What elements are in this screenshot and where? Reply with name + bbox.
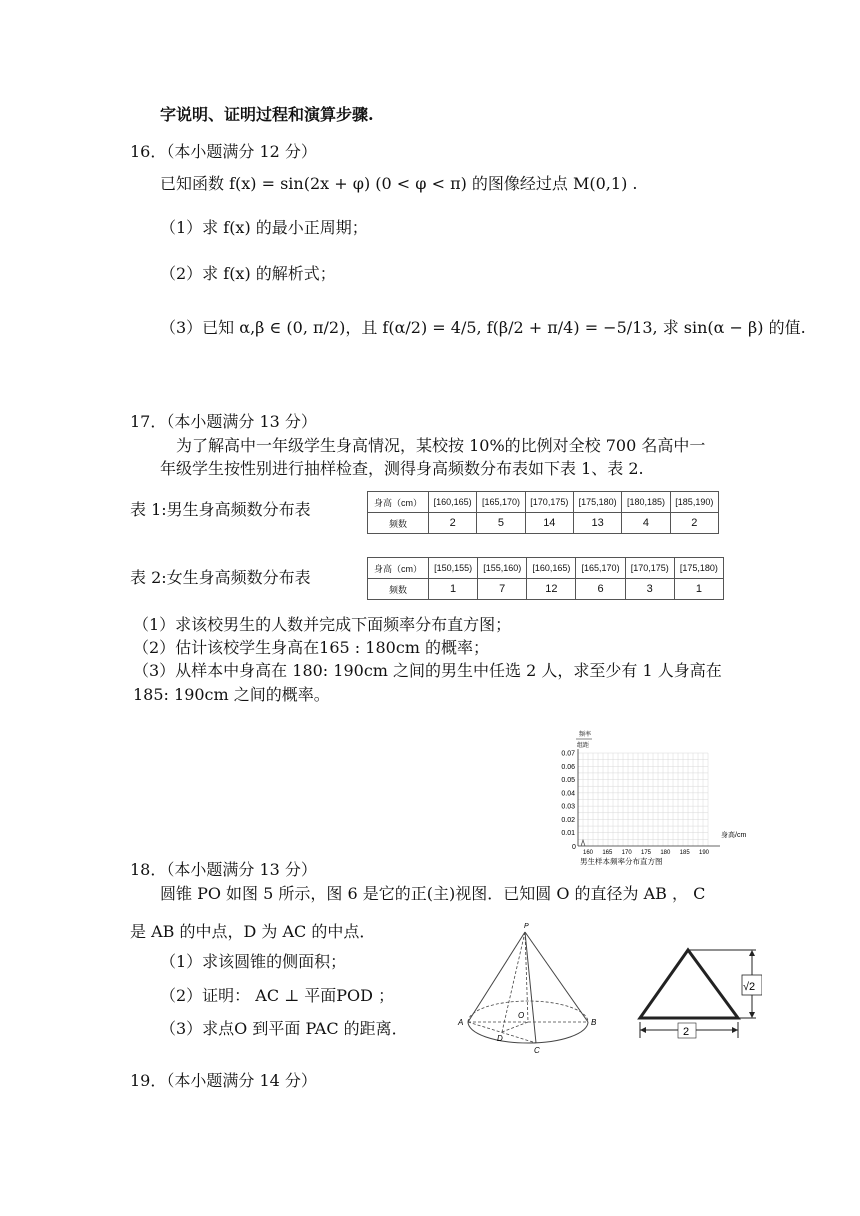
q17-header: 17．（本小题满分 13 分） [130,412,317,431]
chart-y-tick-label: 0.07 [561,750,575,758]
table1-header-row [368,492,719,513]
front-view-base-arrow-left [640,1027,646,1033]
front-view-height-label: √2 [743,981,756,993]
chart-ylabel-top: 频率 [579,732,592,738]
table2-header-label: 身高（cm） [368,558,429,579]
table1-range: [180,185) [622,492,670,513]
q16-stem: 已知函数 f(x) = sin(2x + φ) (0 < φ < π) 的图像经过点 M(0,1) . [160,174,638,193]
table1-range: [175,180) [573,492,621,513]
front-view-height-arrow-top [749,950,755,956]
cone-label-c: C [534,1046,540,1055]
table2-caption: 表 2:女生身高频数分布表 [130,568,311,587]
q18-part1: （1）求该圆锥的侧面积； [160,952,347,971]
table1-range: [160,165) [429,492,477,513]
table1-count: 2 [429,513,477,534]
table1 [367,491,719,534]
q17-part1: （1）求该校男生的人数并完成下面频率分布直方图； [133,615,512,634]
chart-x-tick-label: 160 [582,850,594,856]
front-view-height-arrow-bottom [749,1012,755,1018]
q17-part3-line2: 185: 190cm 之间的概率。 [133,685,330,704]
q18-part3: （3）求点O 到平面 PAC 的距离． [160,1019,408,1038]
table1-range: [185,190) [670,492,718,513]
table2-count: 12 [527,579,576,600]
q16-header: 16．（本小题满分 12 分） [130,142,317,161]
table2-range: [170,175) [625,558,674,579]
table2-count: 3 [625,579,674,600]
front-view-base-arrow-right [732,1027,738,1033]
front-view-figure [632,944,762,1044]
table1-count: 14 [525,513,573,534]
table2-row-label: 频数 [368,579,429,600]
table2-range: [160,165) [527,558,576,579]
chart-x-ticks [583,850,710,856]
table2-range: [175,180) [674,558,723,579]
table2-header-row [368,558,724,579]
chart-ylabel-bottom: 组距 [577,743,590,749]
q17-stem-line2: 年级学生按性别进行抽样检查，测得身高频数分布表如下表 1、表 2. [160,459,644,478]
table2-count: 1 [674,579,723,600]
chart-y-tick-label: 0.04 [561,790,575,798]
cone-label-a: A [458,1018,464,1027]
chart-x-tick-label: 185 [679,850,690,856]
table1-header-label: 身高（cm） [368,492,429,513]
cone-edge-pa [468,932,525,1022]
table2-count: 7 [478,579,527,600]
chart-x-tick-label: 170 [621,850,632,856]
q18-header: 18．（本小题满分 13 分） [130,860,317,879]
q18-part2: （2）证明： AC ⊥ 平面POD ； [160,986,395,1005]
table1-count: 13 [573,513,621,534]
chart-axes [578,749,720,846]
q16-part1: （1）求 f(x) 的最小正周期； [160,218,368,237]
chart-y-tick-label: 0.06 [561,763,575,771]
table2 [367,557,724,600]
histogram-chart [540,728,760,873]
chart-y-ticks [561,751,575,838]
cone-edge-pb [525,932,588,1022]
table1-caption: 表 1:男生身高频数分布表 [130,500,311,519]
chart-title: 男生样本频率分布直方图 [580,857,663,866]
cone-segment-od [502,1022,528,1032]
chart-y-tick-label: 0.03 [561,803,575,811]
table2-range: [150,155) [429,558,478,579]
chart-x-tick-label: 165 [602,850,613,856]
q17-stem-line1: 为了解高中一年级学生身高情况，某校按 10%的比例对全校 700 名高中一 [176,436,706,455]
table1-count: 5 [477,513,525,534]
q18-stem-line2: 是 AB 的中点，D 为 AC 的中点． [130,922,376,941]
chart-x-tick-label: 175 [640,850,652,856]
cone-label-o: O [518,1011,525,1020]
chart-y-tick-label: 0.05 [561,777,575,785]
cone-label-b: B [591,1018,597,1027]
table1-count-row [368,513,719,534]
chart-x-tick-label: 190 [698,850,710,856]
table1-count: 2 [670,513,718,534]
front-view-base-label: 2 [683,1026,690,1038]
q17-part3-line1: （3）从样本中身高在 180: 190cm 之间的男生中任选 2 人，求至少有 1 人身高在 [133,661,722,680]
cone-base-front [468,1022,588,1043]
chart-y-tick-label: 0.02 [561,816,575,824]
table1-range: [170,175) [525,492,573,513]
table2-range: [165,170) [576,558,625,579]
cone-figure [452,918,612,1063]
chart-y-tick-label: 0.01 [561,830,575,838]
chart-x-tick-label: 180 [660,850,671,856]
table2-count-row [368,579,724,600]
chart-origin-label: 0 [572,844,576,851]
q17-part2: （2）估计该校学生身高在165 : 180cm 的概率； [133,638,490,657]
chart-xlabel: 身高/cm [721,832,747,839]
q16-part2: （2）求 f(x) 的解析式； [160,264,336,283]
table2-count: 6 [576,579,625,600]
front-view-triangle [640,950,738,1018]
cone-label-d: D [497,1034,503,1043]
q19-header: 19．（本小题满分 14 分） [130,1071,317,1090]
intro-line: 字说明、证明过程和演算步骤. [160,105,374,124]
table1-count: 4 [622,513,670,534]
q16-part3: （3）已知 α,β ∈ (0, π/2)，且 f(α/2) = 4/5, f(β/2 + π/4) = −5/13, 求 sin(α − β) 的值. [160,318,806,337]
q18-stem-line1: 圆锥 PO 如图 5 所示，图 6 是它的正(主)视图．已知圆 O 的直径为 AB ， C [160,884,706,903]
table1-row-label: 频数 [368,513,429,534]
cone-label-p: P [524,923,529,930]
table1-range: [165,170) [477,492,525,513]
table2-range: [155,160) [478,558,527,579]
chart-grid [578,753,708,846]
table2-count: 1 [429,579,478,600]
